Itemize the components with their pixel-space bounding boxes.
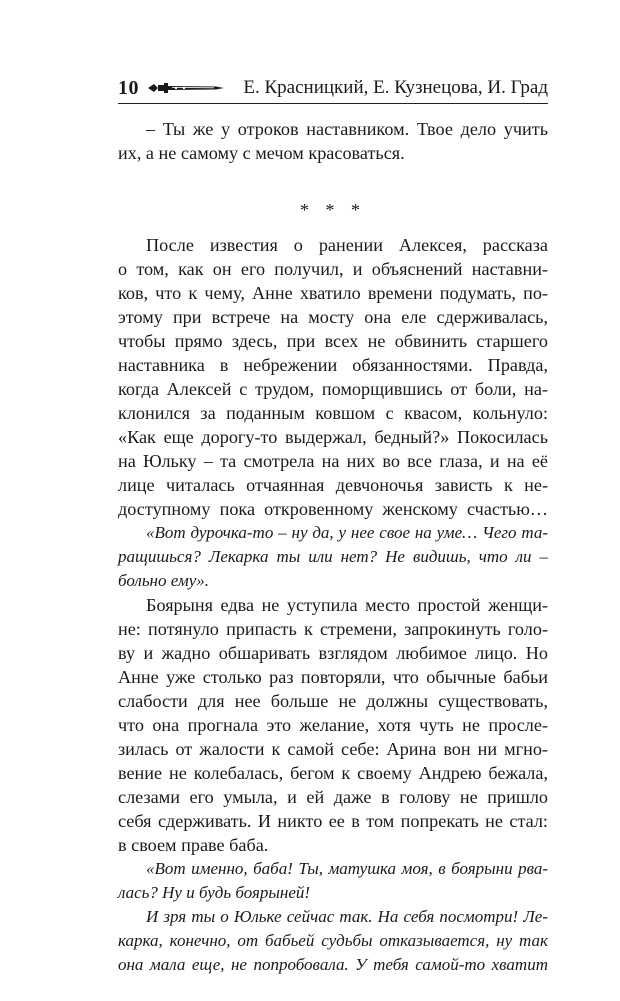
text-line: этому при встрече на мосту она еле сдерживалась, — [118, 307, 548, 327]
text-line: когда Алексей с трудом, поморщившись от боли, на- — [118, 379, 548, 399]
text-line: зилась от жалости к самой себе: Арина вон ни мгно- — [118, 739, 548, 759]
text-line: она мала еще, не попробовала. У тебя самой-то хватит — [118, 955, 548, 974]
text-line: «Как еще дорогу-то выдержал, бедный?» Покосилась — [118, 427, 548, 447]
section-separator: * * * — [300, 200, 366, 220]
text-line: ков, что к чему, Анне хватило времени подумать, по- — [118, 283, 548, 303]
sword-ornament-icon — [146, 81, 226, 95]
text-line: клонился за поданным ковшом с квасом, кольнуло: — [118, 403, 548, 423]
text-line: слезами его умыла, и ей даже в голову не пришло — [118, 787, 548, 807]
paragraph-1 — [118, 233, 548, 521]
paragraph-3 — [118, 593, 548, 857]
paragraph-italic-thought-2 — [118, 857, 548, 905]
text-line: наставника в небрежении обязанностями. Правда, — [118, 355, 548, 375]
text-line: Анне уже столько раз повторяли, что обычные бабьи — [118, 667, 548, 687]
text-line: ращишься? Лекарка ты или нет? Не видишь, что ли – — [118, 547, 548, 566]
text-line: лась? Ну и будь боярыней! — [118, 883, 311, 902]
text-line: ву и жадно обшаривать взглядом любимое лицо. Но — [118, 643, 548, 663]
text-line: больно ему». — [118, 571, 210, 590]
text-line: И зря ты о Юльке сейчас так. На себя посмотри! Ле- — [146, 907, 548, 926]
text-line: «Вот именно, баба! Ты, матушка моя, в боярыни рва- — [146, 859, 548, 878]
text-line: на Юльку – та смотрела на них во все глаза, и на её — [118, 451, 548, 471]
text-line: карка, конечно, от бабьей судьбы отказывается, ну так — [118, 931, 548, 950]
text-line: «Вот дурочка-то – ну да, у нее свое на уме… Чего та- — [146, 523, 548, 542]
text-line: вение не колебалась, бегом к своему Андрею бежала, — [118, 763, 548, 783]
paragraph-italic-thought-1 — [118, 521, 548, 593]
text-line: Боярыня едва не уступила место простой женщи- — [146, 595, 548, 615]
running-head: Е. Красницкий, Е. Кузнецова, И. Град — [243, 77, 548, 98]
text-line: в своем праве баба. — [118, 835, 269, 855]
text-line: После известия о ранении Алексея, рассказа — [146, 235, 548, 255]
text-line: лице читалась отчаянная девчоночья зависть к не- — [118, 475, 548, 495]
text-line: не: потянуло припасть к стремени, запрокинуть голо- — [118, 619, 548, 639]
paragraph-italic-thought-3 — [118, 905, 548, 977]
text-line: слабости для нее больше не должны существовать, — [118, 691, 548, 711]
text-line: доступному пока откровенному женскому счастью… — [118, 499, 548, 519]
text-line: чтобы прямо здесь, при всех не обвинить старшего — [118, 331, 548, 351]
text-line: что она прогнала это желание, хотя чуть не просле- — [118, 715, 548, 735]
header-rule — [118, 103, 548, 104]
text-line: о том, как он его получил, и объяснений наставни- — [118, 259, 548, 279]
paragraph-dialogue — [118, 117, 548, 165]
page-number: 10 — [118, 76, 139, 99]
text-line: – Ты же у отроков наставником. Твое дело учить — [146, 119, 548, 139]
text-line: их, а не самому с мечом красоваться. — [118, 143, 405, 163]
text-line: себя сдерживать. И никто ее в том попрекать не стал: — [118, 811, 548, 831]
